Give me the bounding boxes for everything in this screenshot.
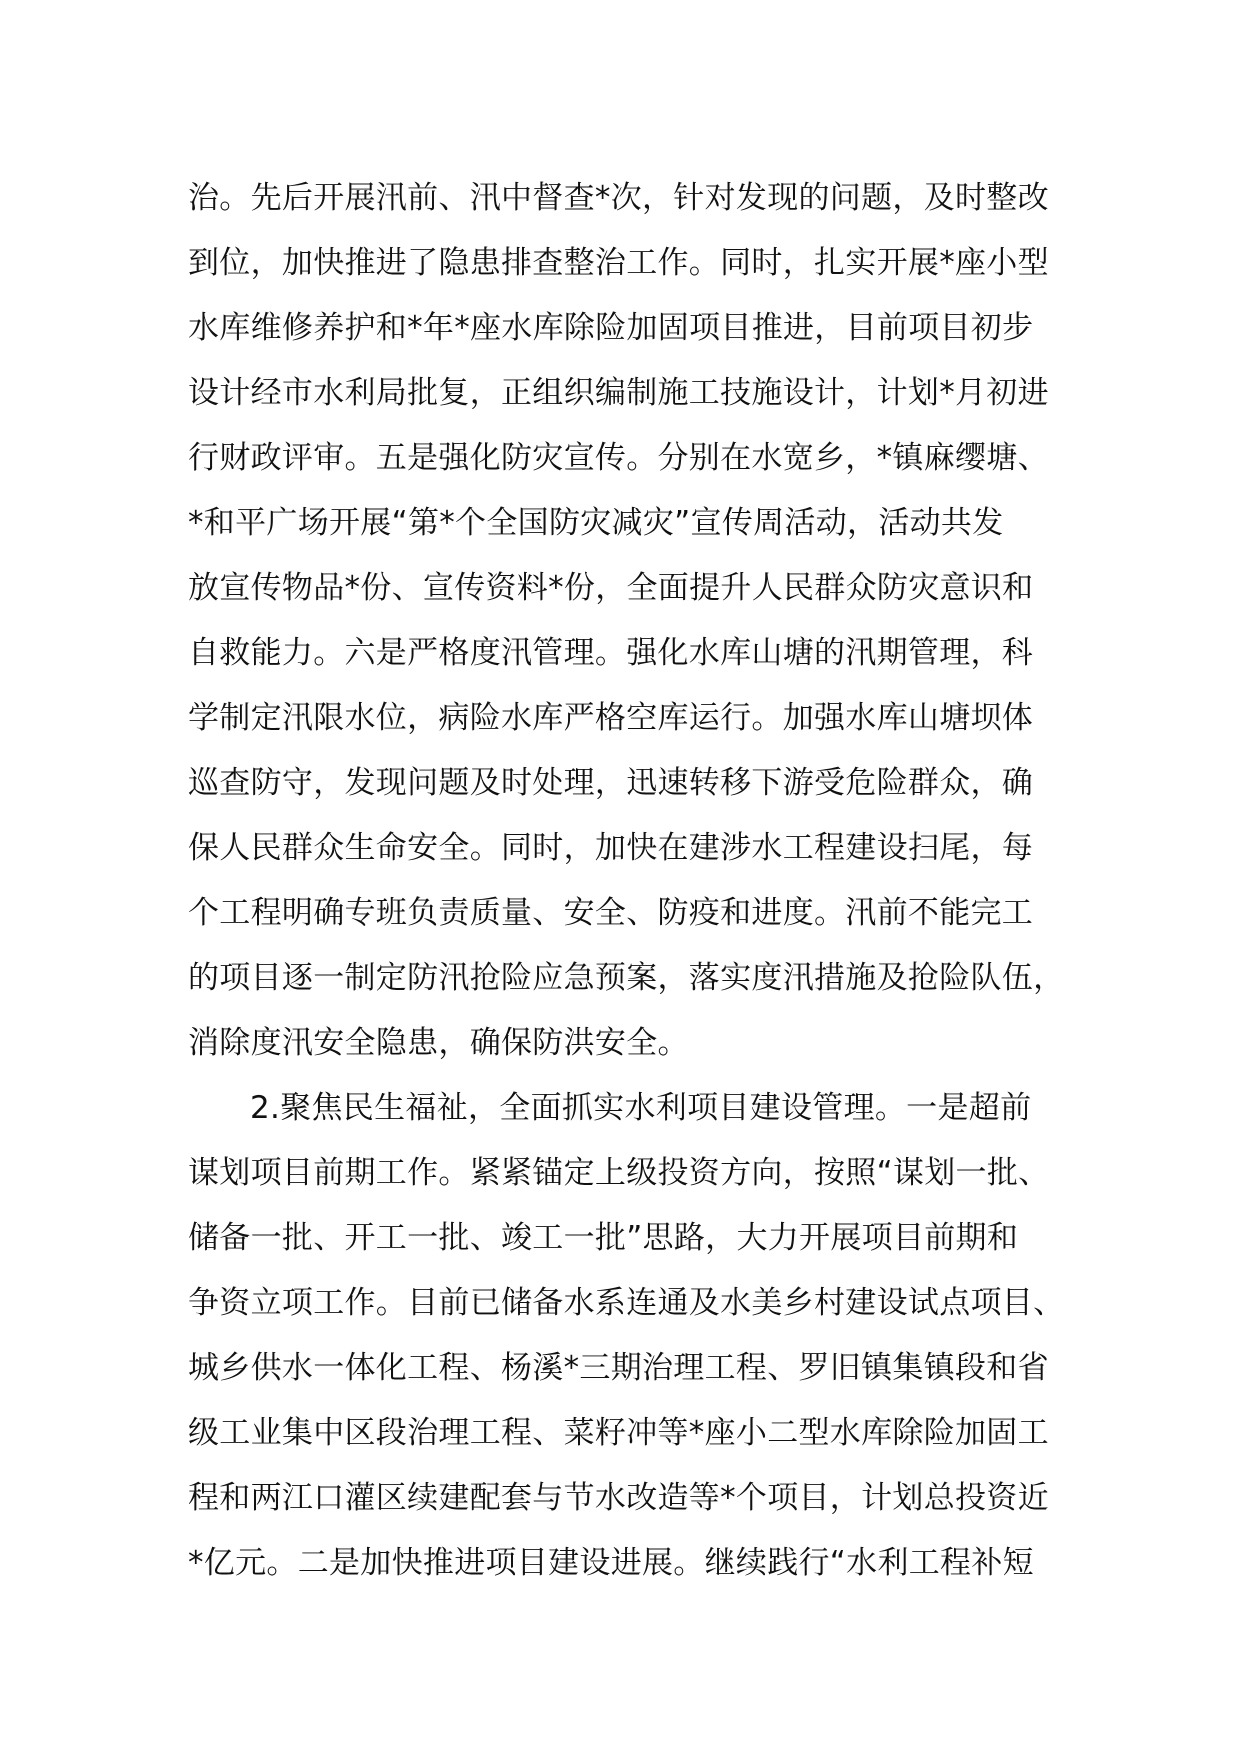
text-line: 自救能力。六是严格度汛管理。强化水库山塘的汛期管理，科: [188, 635, 1034, 671]
text-line: 的项目逐一制定防汛抢险应急预案，落实度汛措施及抢险队伍，: [188, 960, 1065, 996]
text-line: 设计经市水利局批复，正组织编制施工技施设计，计划*月初进: [188, 375, 1049, 411]
text-line: 程和两江口灌区续建配套与节水改造等*个项目，计划总投资近: [188, 1480, 1049, 1516]
text-line: 个工程明确专班负责质量、安全、防疫和进度。汛前不能完工: [188, 895, 1034, 931]
text-line: 储备一批、开工一批、竣工一批”思路，大力开展项目前期和: [188, 1220, 1019, 1256]
text-line: 保人民群众生命安全。同时，加快在建涉水工程建设扫尾，每: [188, 830, 1034, 866]
text-line: *亿元。二是加快推进项目建设进展。继续践行“水利工程补短: [188, 1545, 1034, 1581]
document-body: [188, 166, 1068, 1596]
text-line: 巡查防守，发现问题及时处理，迅速转移下游受危险群众，确: [188, 765, 1034, 801]
text-line: 谋划项目前期工作。紧紧锚定上级投资方向，按照“谋划一批、: [188, 1155, 1050, 1191]
paragraph-first-line: 2.聚焦民生福祉，全面抓实水利项目建设管理。一是超前: [250, 1090, 1032, 1126]
text-line: 行财政评审。五是强化防灾宣传。分别在水宽乡，*镇麻缨塘、: [188, 440, 1049, 476]
text-line: 城乡供水一体化工程、杨溪*三期治理工程、罗旧镇集镇段和省: [188, 1350, 1049, 1386]
text-line: *和平广场开展“第*个全国防灾减灾”宣传周活动，活动共发: [188, 505, 1004, 541]
text-line: 级工业集中区段治理工程、菜籽冲等*座小二型水库除险加固工: [188, 1415, 1049, 1451]
text-line: 水库维修养护和*年*座水库除险加固项目推进，目前项目初步: [188, 310, 1034, 346]
text-line: 放宣传物品*份、宣传资料*份，全面提升人民群众防灾意识和: [188, 570, 1034, 606]
text-line: 消除度汛安全隐患，确保防洪安全。: [188, 1025, 689, 1061]
text-line: 到位，加快推进了隐患排查整治工作。同时，扎实开展*座小型: [188, 245, 1049, 281]
text-line: 学制定汛限水位，病险水库严格空库运行。加强水库山塘坝体: [188, 700, 1034, 736]
text-line: 争资立项工作。目前已储备水系连通及水美乡村建设试点项目、: [188, 1285, 1065, 1321]
text-line: 治。先后开展汛前、汛中督查*次，针对发现的问题，及时整改: [188, 180, 1049, 216]
